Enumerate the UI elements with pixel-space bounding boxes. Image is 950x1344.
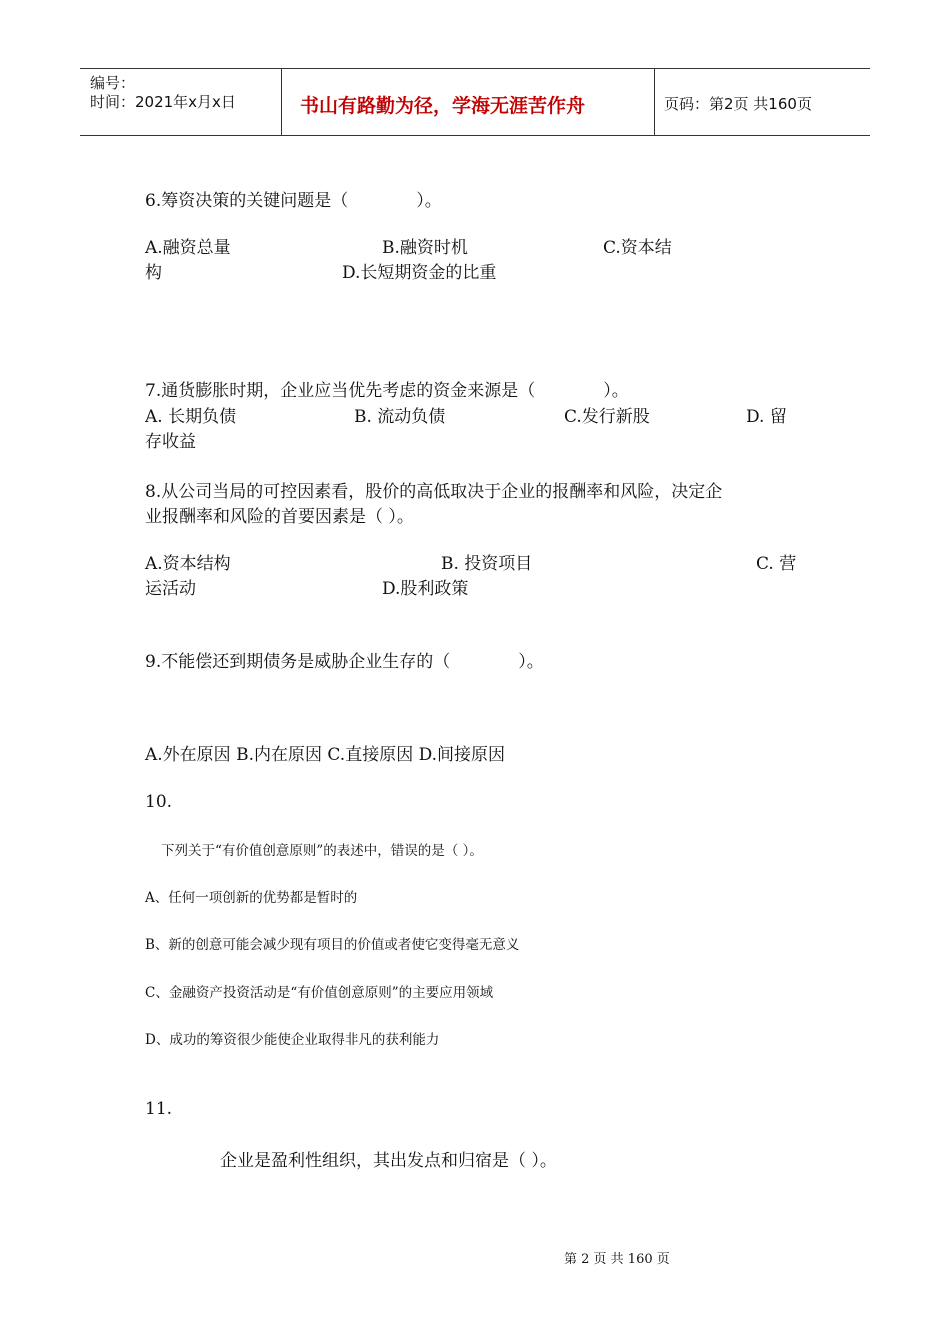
option-b: B. 流动负债 (354, 407, 446, 427)
option-b: B、新的创意可能会减少现有项目的价值或者使它变得毫无意义 (145, 937, 520, 953)
header-page-info: 页码：第2页 共160页 (664, 95, 812, 113)
question-stem-line-1: 8.从公司当局的可控因素看，股价的高低取决于企业的报酬率和风险，决定企 (145, 482, 723, 502)
question-number: 11. (145, 1099, 173, 1119)
document-number-label: 编号： (90, 74, 136, 92)
option-d: D、成功的筹资很少能使企业取得非凡的获利能力 (145, 1032, 440, 1048)
option-a: A.融资总量 (145, 238, 231, 258)
options-line: A.外在原因 B.内在原因 C.直接原因 D.间接原因 (145, 745, 506, 765)
option-d-continued: 存收益 (145, 432, 196, 452)
option-c-continued: 构 (145, 263, 162, 283)
header-top-border (80, 68, 870, 69)
option-c: C、金融资产投资活动是“有价值创意原则”的主要应用领域 (145, 985, 494, 1001)
option-d: D. 留 (746, 407, 787, 427)
header-divider-2 (654, 68, 655, 136)
question-stem: 6.筹资决策的关键问题是（ ）。 (145, 191, 442, 211)
option-c: C. 营 (756, 554, 797, 574)
question-stem: 下列关于“有价值创意原则”的表述中，错误的是（ ）。 (161, 843, 483, 859)
option-b: B. 投资项目 (441, 554, 533, 574)
option-c: C.发行新股 (564, 407, 650, 427)
option-d: D.股利政策 (382, 579, 469, 599)
question-stem: 企业是盈利性组织，其出发点和归宿是（ ）。 (220, 1151, 557, 1171)
header-divider-1 (281, 68, 282, 136)
option-c-continued: 运活动 (145, 579, 196, 599)
question-stem: 7.通货膨胀时期，企业应当优先考虑的资金来源是（ ）。 (145, 381, 629, 401)
question-number: 10. (145, 792, 173, 812)
page-footer: 第 2 页 共 160 页 (564, 1252, 670, 1267)
option-b: B.融资时机 (382, 238, 468, 258)
document-time-label: 时间：2021年x月x日 (90, 93, 236, 111)
question-stem-line-2: 业报酬率和风险的首要因素是（ ）。 (145, 507, 414, 527)
option-a: A.资本结构 (145, 554, 231, 574)
option-c: C.资本结 (603, 238, 672, 258)
option-a: A. 长期负债 (145, 407, 237, 427)
question-stem: 9.不能偿还到期债务是威胁企业生存的（ ）。 (145, 652, 544, 672)
header-motto: 书山有路勤为径，学海无涯苦作舟 (300, 95, 586, 117)
option-d: D.长短期资金的比重 (342, 263, 497, 283)
option-a: A、任何一项创新的优势都是暂时的 (145, 890, 358, 906)
header-bottom-border (80, 135, 870, 136)
